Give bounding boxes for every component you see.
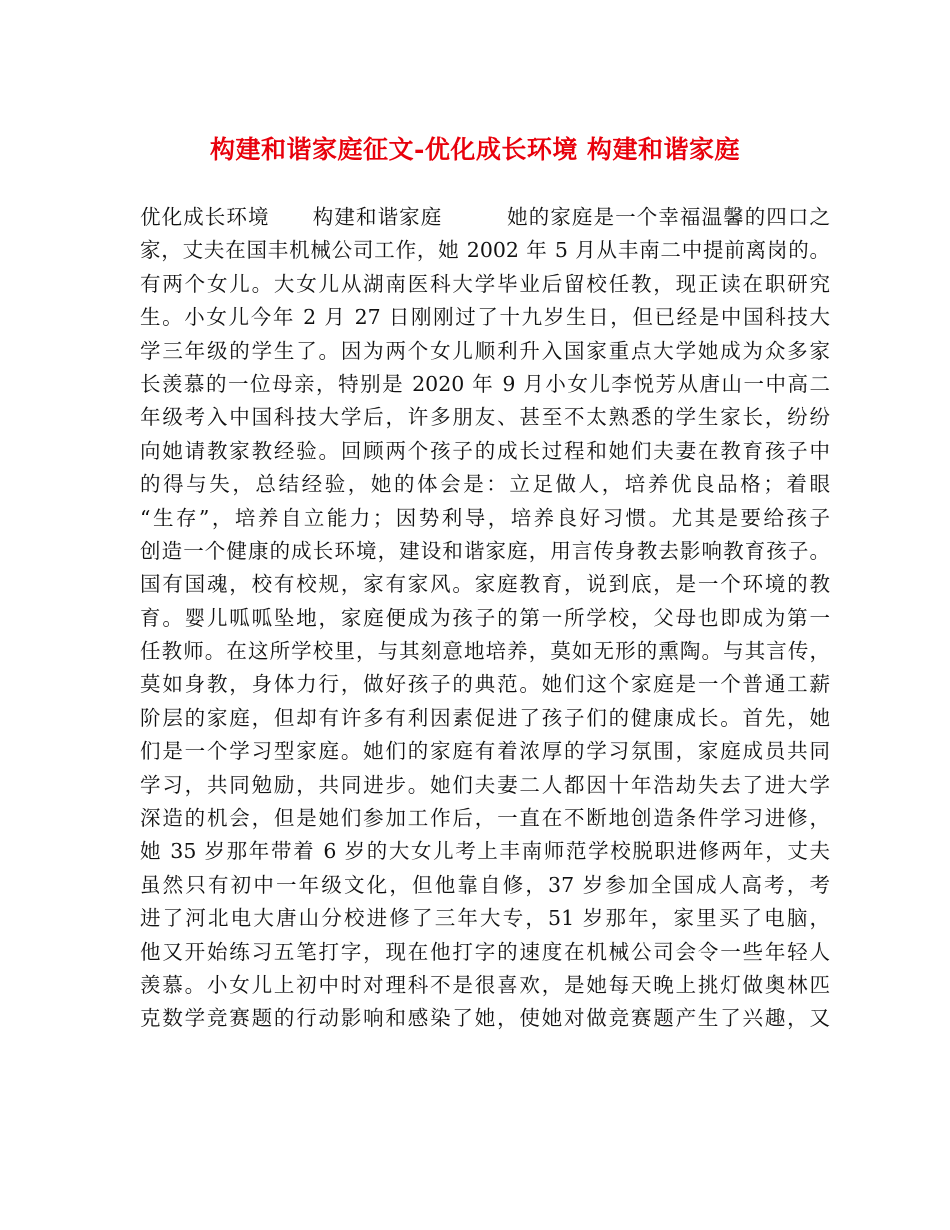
body-text-line: 阶层的家庭，但却有许多有利因素促进了孩子们的健康成长。首先，她 xyxy=(140,705,830,730)
body-text-line: 学习，共同勉励，共同进步。她们夫妻二人都因十年浩劫失去了进大学 xyxy=(140,772,830,797)
body-text-line: 进了河北电大唐山分校进修了三年大专，51 岁那年，家里买了电脑， xyxy=(140,906,830,931)
body-text-line: 莫如身教，身体力行，做好孩子的典范。她们这个家庭是一个普通工薪 xyxy=(140,672,830,697)
document-title: 构建和谐家庭征文-优化成长环境 构建和谐家庭 xyxy=(209,135,741,164)
body-text-line: 国有国魂，校有校规，家有家风。家庭教育，说到底，是一个环境的教 xyxy=(140,572,830,597)
body-text-line: 优化成长环境 构建和谐家庭 她的家庭是一个幸福温馨的四口之 xyxy=(140,205,830,229)
body-text-line: 们是一个学习型家庭。她们的家庭有着浓厚的学习氛围，家庭成员共同 xyxy=(140,739,830,764)
body-text-line: 年级考入中国科技大学后，许多朋友、甚至不太熟悉的学生家长，纷纷 xyxy=(140,405,830,430)
body-text-line: 虽然只有初中一年级文化，但他靠自修，37 岁参加全国成人高考，考 xyxy=(140,872,830,897)
body-text-line: 向她请教家教经验。回顾两个孩子的成长过程和她们夫妻在教育孩子中 xyxy=(140,438,830,463)
body-text-line: 创造一个健康的成长环境，建设和谐家庭，用言传身教去影响教育孩子。 xyxy=(140,538,830,563)
body-text-line: 她 35 岁那年带着 6 岁的大女儿考上丰南师范学校脱职进修两年，丈夫 xyxy=(140,839,830,864)
body-text-line: “生存”，培养自立能力；因势利导，培养良好习惯。尤其是要给孩子 xyxy=(140,505,830,530)
body-text-line: 深造的机会，但是她们参加工作后，一直在不断地创造条件学习进修， xyxy=(140,806,830,831)
body-text-line: 家，丈夫在国丰机械公司工作，她 2002 年 5 月从丰南二中提前离岗的。 xyxy=(140,238,830,263)
body-text-line: 生。小女儿今年 2 月 27 日刚刚过了十九岁生日，但已经是中国科技大 xyxy=(140,305,830,330)
body-text-line: 羡慕。小女儿上初中时对理科不是很喜欢，是她每天晚上挑灯做奥林匹 xyxy=(140,972,830,997)
body-text-line: 他又开始练习五笔打字，现在他打字的速度在机械公司会令一些年轻人 xyxy=(140,939,830,964)
body-text-line: 育。婴儿呱呱坠地，家庭便成为孩子的第一所学校，父母也即成为第一 xyxy=(140,605,830,630)
body-text-line: 有两个女儿。大女儿从湖南医科大学毕业后留校任教，现正读在职研究 xyxy=(140,271,830,296)
body-text-line: 的得与失，总结经验，她的体会是：立足做人，培养优良品格；着眼 xyxy=(140,472,830,497)
body-text-line: 任教师。在这所学校里，与其刻意地培养，莫如无形的熏陶。与其言传， xyxy=(140,639,830,664)
document-body xyxy=(140,201,830,1036)
body-text-line: 学三年级的学生了。因为两个女儿顺利升入国家重点大学她成为众多家 xyxy=(140,338,830,363)
body-text-line: 长羡慕的一位母亲，特别是 2020 年 9 月小女儿李悦芳从唐山一中高二 xyxy=(140,371,830,396)
body-text-line: 克数学竞赛题的行动影响和感染了她，使她对做竞赛题产生了兴趣，又 xyxy=(140,1006,830,1031)
